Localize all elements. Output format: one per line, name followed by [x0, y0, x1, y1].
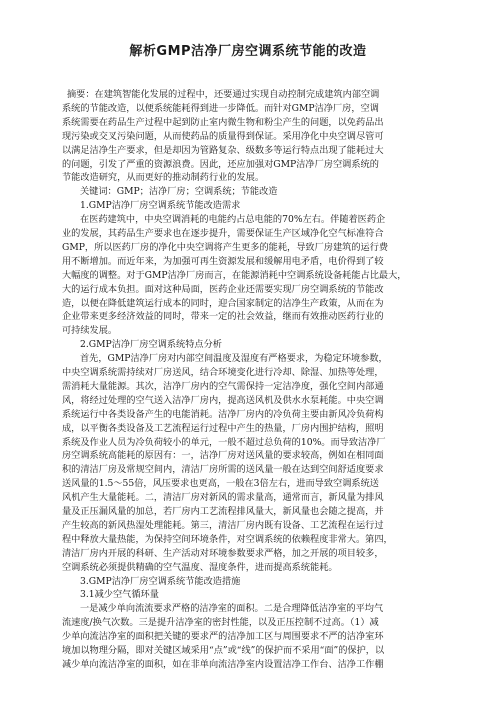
document-line: GMP，所以医药厂房的净化中央空调将产生更多的能耗，导致厂房建筑的运行费	[62, 241, 389, 253]
document-line: 少单向流洁净室的面积把关键的要求严的洁净加工区与周围要求不严的洁净室环	[62, 631, 384, 643]
document-line: 大的运行成本负担。面对这种局面，医药企业还需要实现厂房空调系统的节能改	[62, 283, 384, 295]
document-line: 境加以物理分隔，即对关键区域采用“点”或“线”的保护而不采用“面”的保护，以	[62, 645, 385, 656]
document-line: 系统的节能改造，以便系统能耗得到进一步降低。而针对GMP洁净厂房，空调	[62, 102, 379, 114]
document-line: 节能改造研究，从而更好的推动制药行业的发展。	[62, 172, 265, 184]
document-line: 减少单向流洁净室的面积，如在非单向流洁净室内设置洁净工作台、洁净工作棚	[62, 658, 384, 670]
document-title: 解析GMP洁净厂房空调系统节能的改造	[129, 44, 367, 59]
document-line: 风，将经过处理的空气送入洁净厂房内，提高送风机及供水水泵耗能。中央空调	[62, 394, 384, 406]
document-line: 量及正压漏风量的加总，若厂房内工艺流程排风量大，新风量也会随之提高，并	[62, 506, 384, 517]
document-line: 房空调系统高能耗的原因有：一，洁净厂房对送风量的要求较高，例如在相同面	[62, 450, 384, 462]
document-line: 可持续发展。	[62, 325, 118, 337]
document-line: 系统运行中各类设备产生的电能消耗。洁净厂房内的冷负荷主要由新风冷负荷构	[62, 408, 384, 420]
document-line: 空调系统必须提供精确的空气温度、湿度条件，进而提高系统能耗。	[62, 561, 338, 573]
document-line: 用不断增加。而近年来，为加强可再生资源发展和缓解用电矛盾，电价得到了较	[62, 255, 384, 267]
document-line: 一是减少单向流流要求严格的洁净室的面积。二是合理降低洁净室的平均气	[80, 603, 384, 615]
document-line: 企业带来更多经济效益的同时，带来一定的社会效益，继而有效推动医药行业的	[62, 311, 384, 323]
document-line: 3.1减少空气循环量	[80, 589, 159, 601]
document-line: 造，以便在降低建筑运行成本的同时，迎合国家制定的洁净生产政策，从而在为	[62, 297, 384, 309]
document-line: 现污染或交叉污染问题，从而使药品的质量得到保证。采用净化中央空调尽管可	[62, 130, 384, 142]
document-line: 2.GMP洁净厂房空调系统特点分析	[80, 339, 222, 351]
document-line: 流速度/换气次数。三是提升洁净室的密封性能，以及正压控制不过高。（1）减	[62, 617, 379, 629]
document-line: 关键词：GMP；洁净厂房；空调系统；节能改造	[80, 186, 278, 198]
document-line: 系统需要在药品生产过程中起到防止室内微生物和粉尘产生的问题，以免药品出	[62, 116, 384, 128]
document-line: 业的发展，其药品生产要求也在逐步提升，需要保证生产区域净化空气标准符合	[62, 228, 384, 239]
document-line: 在医药建筑中，中央空调消耗的电能约占总电能的70%左右。伴随着医药企	[80, 214, 386, 226]
document-line: 需消耗大量能源。其次，洁净厂房内的空气需保持一定洁净度，强化空间内部通	[62, 380, 384, 392]
document-line: 清洁厂房内开展的科研、生产活动对环境参数要求严格，加之开展的项目较多，	[62, 547, 384, 559]
document-line: 送风量的1.5～55倍，风压要求也更高，一般在3倍左右，进而导致空调系统送	[62, 478, 379, 490]
document-line: 积的清洁厂房及常规空间内，清洁厂房所需的送风量一般在达到空间舒适度要求	[62, 464, 384, 476]
document-line: 首先，GMP洁净厂房对内部空间温度及湿度有严格要求，为稳定环境参数，	[80, 353, 388, 365]
document-line: 中央空调系统需持续对厂房送风，结合环境变化进行冷却、除湿、加热等处理，	[62, 367, 384, 378]
document-line: 产生较高的新风热湿处理能耗。第三，清洁厂房内既有设备、工艺流程在运行过	[62, 519, 384, 531]
document-line: 风机产生大量能耗。二，清洁厂房对新风的需求量高，通常而言，新风量为排风	[62, 492, 384, 504]
document-line: 以满足洁净生产要求，但是却因为管路复杂、级数多等运行特点出现了能耗过大	[62, 144, 384, 156]
document-line: 大幅度的调整。对于GMP洁净厂房而言，在能源消耗中空调系统设备耗能占比最大，	[62, 269, 407, 281]
document-line: 系统及作业人员为冷负荷较小的单元，一般不超过总负荷的10%。而导致洁净厂	[62, 436, 386, 448]
document-line: 1.GMP洁净厂房空调系统节能改造需求	[80, 200, 241, 212]
document-line: 摘要：在建筑智能化发展的过程中，还要通过实现自动控制完成建筑内部空调	[67, 89, 380, 100]
document-line: 成，以平衡各类设备及工艺流程运行过程中产生的热量，厂房内围护结构，照明	[62, 422, 384, 434]
document-line: 程中释放大量热能，为保持空间环境条件，对空调系统的依赖程度非常大。第四，	[62, 533, 393, 545]
document-line: 3.GMP洁净厂房空调系统节能改造措施	[80, 575, 241, 587]
document-line: 的问题，引发了严重的资源浪费。因此，还应加强对GMP洁净厂房空调系统的	[62, 158, 379, 170]
